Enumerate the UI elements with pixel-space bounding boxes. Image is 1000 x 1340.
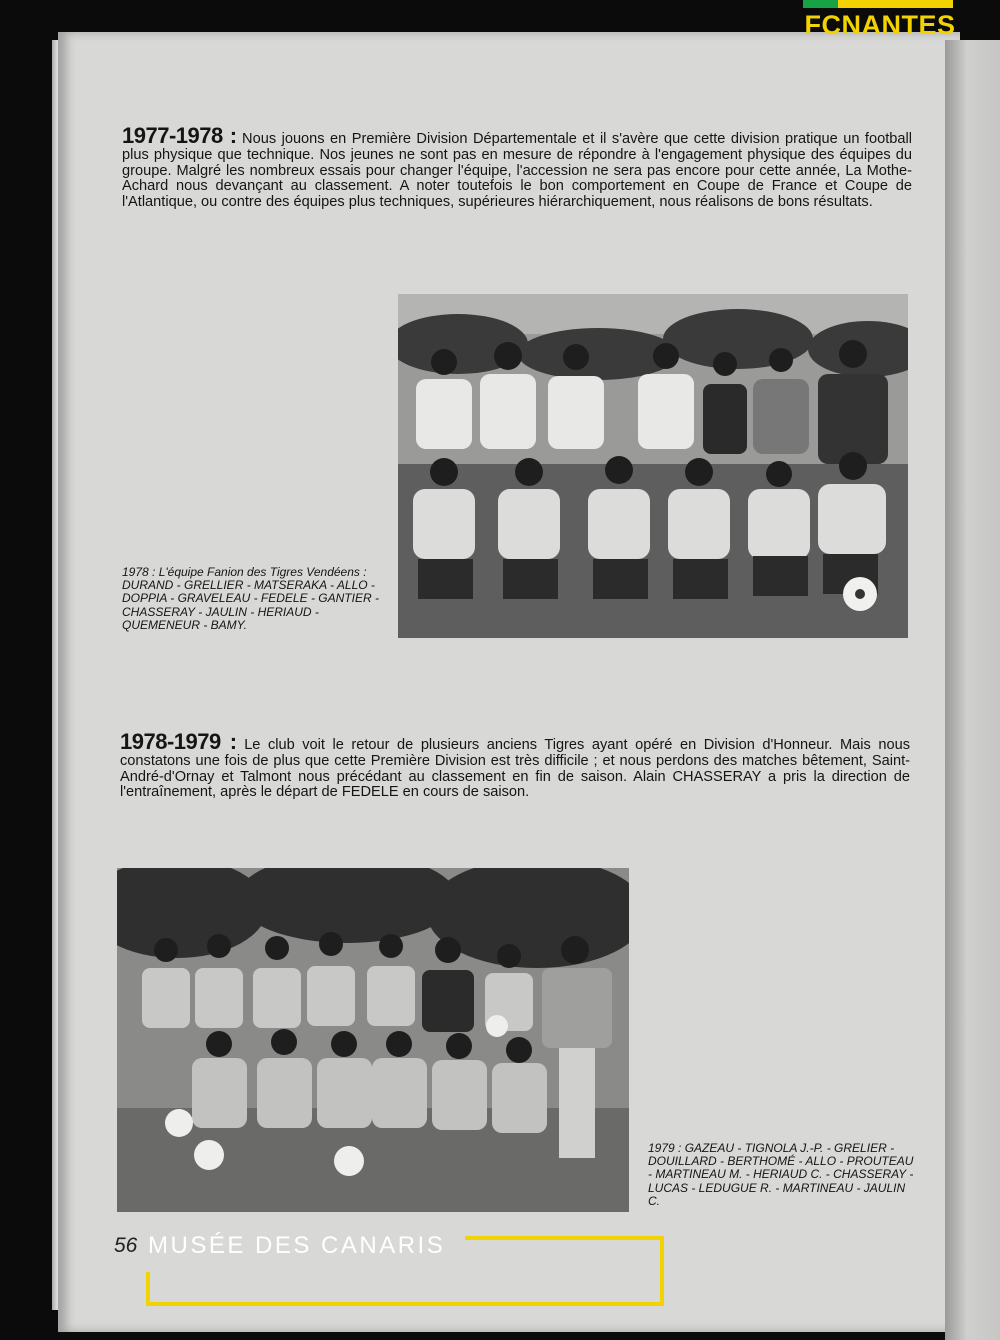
team-photo-1978	[398, 294, 908, 638]
team-photo-1978-image	[398, 294, 908, 638]
team-photo-1979	[117, 868, 629, 1212]
section-text-1978: Le club voit le retour de plusieurs anciens Tigres ayant opéré en Division d'Honneur. Mais nous constatons une fois de plus que cette Première Division est très difficile ; et nous perdons des matches bêtement, Saint-André-d'Ornay et Talmont nous précédant au classement en fin de saison. Alain CHASSERAY a pris la direction de l'entraînement, après le départ de FEDELE en cours de saison.	[120, 737, 911, 801]
yellow-frame-left	[146, 1272, 150, 1306]
section-year-1977: 1977-1978 :	[122, 123, 237, 148]
section-text-1977: Nous jouons en Première Division Départementale et il s'avère que cette division pratique un football plus physique que technique. Nos jeunes ne sont pas en mesure de répondre à l'engagement physique des équipes du groupe. Malgré les nombreux essais pour changer l'équipe, l'accession ne sera pas encore pour cette année, La Mothe-Achard nous devançant au classement. A noter toutefois le bon comportement en Coupe de France et Coupe de l'Atlantique, ou contre des équipes plus techniques, supérieures hiérarchiquement, nous réalisons de bons résultats.	[122, 131, 912, 211]
yellow-frame-bottom	[146, 1302, 664, 1306]
section-1977-1978	[122, 123, 912, 211]
section-1978-1979	[120, 729, 911, 801]
fc-nantes-logo: FCNANTES	[804, 10, 956, 40]
page-number: 56	[114, 1234, 138, 1257]
photo-1979-caption: 1979 : GAZEAU - TIGNOLA J.-P. - GRELIER - DOUILLARD - BERTHOMÉ - ALLO - PROUTEAU - MARTINEAU M. - HERIAUD C. - CHASSERAY - LUCAS - LEDUGUE R. - MARTINEAU - JAULIN C.	[648, 1141, 914, 1208]
team-photo-1979-image	[117, 868, 629, 1212]
yellow-frame-right	[660, 1236, 664, 1306]
museum-watermark: MUSÉE DES CANARIS	[148, 1232, 446, 1259]
yellow-frame-top	[465, 1236, 664, 1240]
photo-1978-caption: 1978 : L'équipe Fanion des Tigres Vendéens : DURAND - GRELLIER - MATSERAKA - ALLO - DOPPIA - GRAVELEAU - FEDELE - GANTIER - CHASSERAY - JAULIN - HERIAUD - QUEMENEUR - BAMY.	[122, 565, 379, 632]
right-page-edge	[945, 40, 1000, 1340]
brand-color-bar	[803, 0, 953, 8]
section-year-1978: 1978-1979 :	[120, 729, 237, 754]
